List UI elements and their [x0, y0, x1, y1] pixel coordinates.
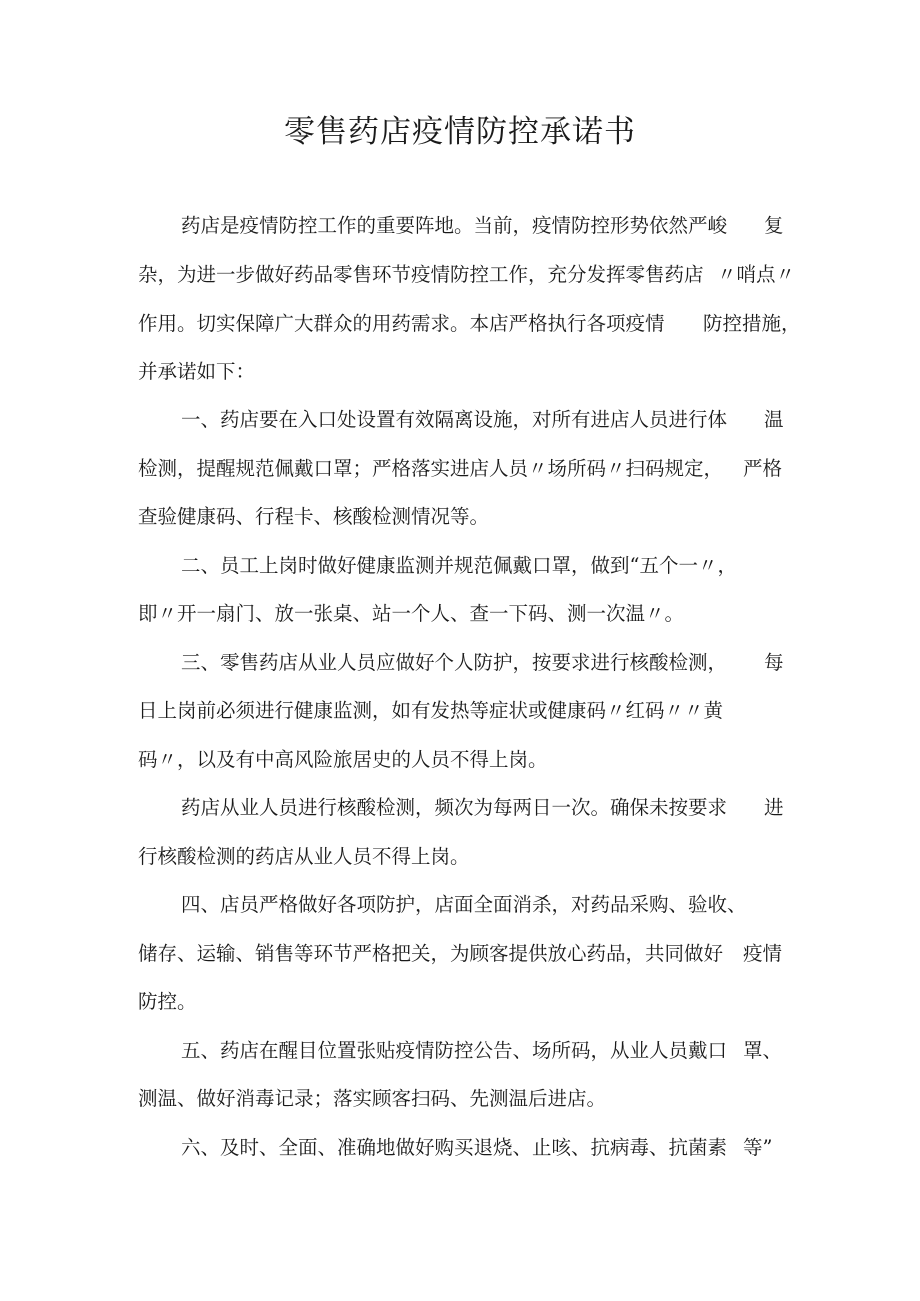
- text-line: 等”: [743, 1136, 773, 1159]
- text-line: 作用。切实保障广大群众的用药需求。本店严格执行各项疫情: [138, 312, 665, 335]
- text-line: 码〃，以及有中高风险旅居史的人员不得上岗。: [138, 748, 548, 771]
- text-line: 进: [764, 796, 784, 819]
- text-line: 二、员工上岗时做好健康监测并规范佩戴口罩，做到“五个一〃，: [181, 554, 737, 577]
- text-line: 查验健康码、行程卡、核酸检测情况等。: [138, 505, 490, 528]
- text-line: 药店是疫情防控工作的重要阵地。当前，疫情防控形势依然严峻: [181, 214, 728, 237]
- text-line: 检测，提醒规范佩戴口罩；严格落实进店人员〃场所码〃扫码规定，: [138, 457, 724, 480]
- text-line: 杂，为进一步做好药品零售环节疫情防控工作，充分发挥零售药店: [138, 263, 704, 286]
- text-line: 五、药店在醒目位置张贴疫情防控公告、场所码，从业人员戴口: [181, 1039, 728, 1062]
- text-line: 三、零售药店从业人员应做好个人防护，按要求进行核酸检测，: [181, 651, 728, 674]
- text-line: 防控措施，: [703, 312, 801, 335]
- text-line: 药店从业人员进行核酸检测，频次为每两日一次。确保未按要求: [181, 796, 728, 819]
- text-line: 复: [764, 214, 784, 237]
- text-line: 测温、做好消毒记录；落实顾客扫码、先测温后进店。: [138, 1087, 607, 1110]
- text-line: 严格: [743, 457, 783, 480]
- text-line: 日上岗前必须进行健康监测，如有发热等症状或健康码〃红码〃〃黄: [138, 699, 724, 722]
- text-line: 六、及时、全面、准确地做好购买退烧、止咳、抗病毒、抗菌素: [181, 1136, 728, 1159]
- text-line: 温: [764, 408, 784, 431]
- text-line: 并承诺如下：: [138, 360, 256, 383]
- text-line: 即〃开一扇门、放一张桌、站一个人、查一下码、测一次温〃。: [138, 602, 685, 625]
- text-line: 罩、: [743, 1039, 783, 1062]
- text-line: 每: [764, 651, 784, 674]
- text-line: 储存、运输、销售等环节严格把关，为顾客提供放心药品，共同做好: [138, 942, 724, 965]
- text-line: 防控。: [138, 990, 197, 1013]
- text-line: 四、店员严格做好各项防护，店面全面消杀，对药品采购、验收、: [181, 893, 747, 916]
- text-line: 〃哨点〃: [717, 263, 796, 286]
- text-line: 行核酸检测的药店从业人员不得上岗。: [138, 845, 470, 868]
- text-line: 疫情: [743, 942, 783, 965]
- document-title: 零售药店疫情防控承诺书: [284, 114, 636, 150]
- text-line: 一、药店要在入口处设置有效隔离设施，对所有进店人员进行体: [181, 408, 728, 431]
